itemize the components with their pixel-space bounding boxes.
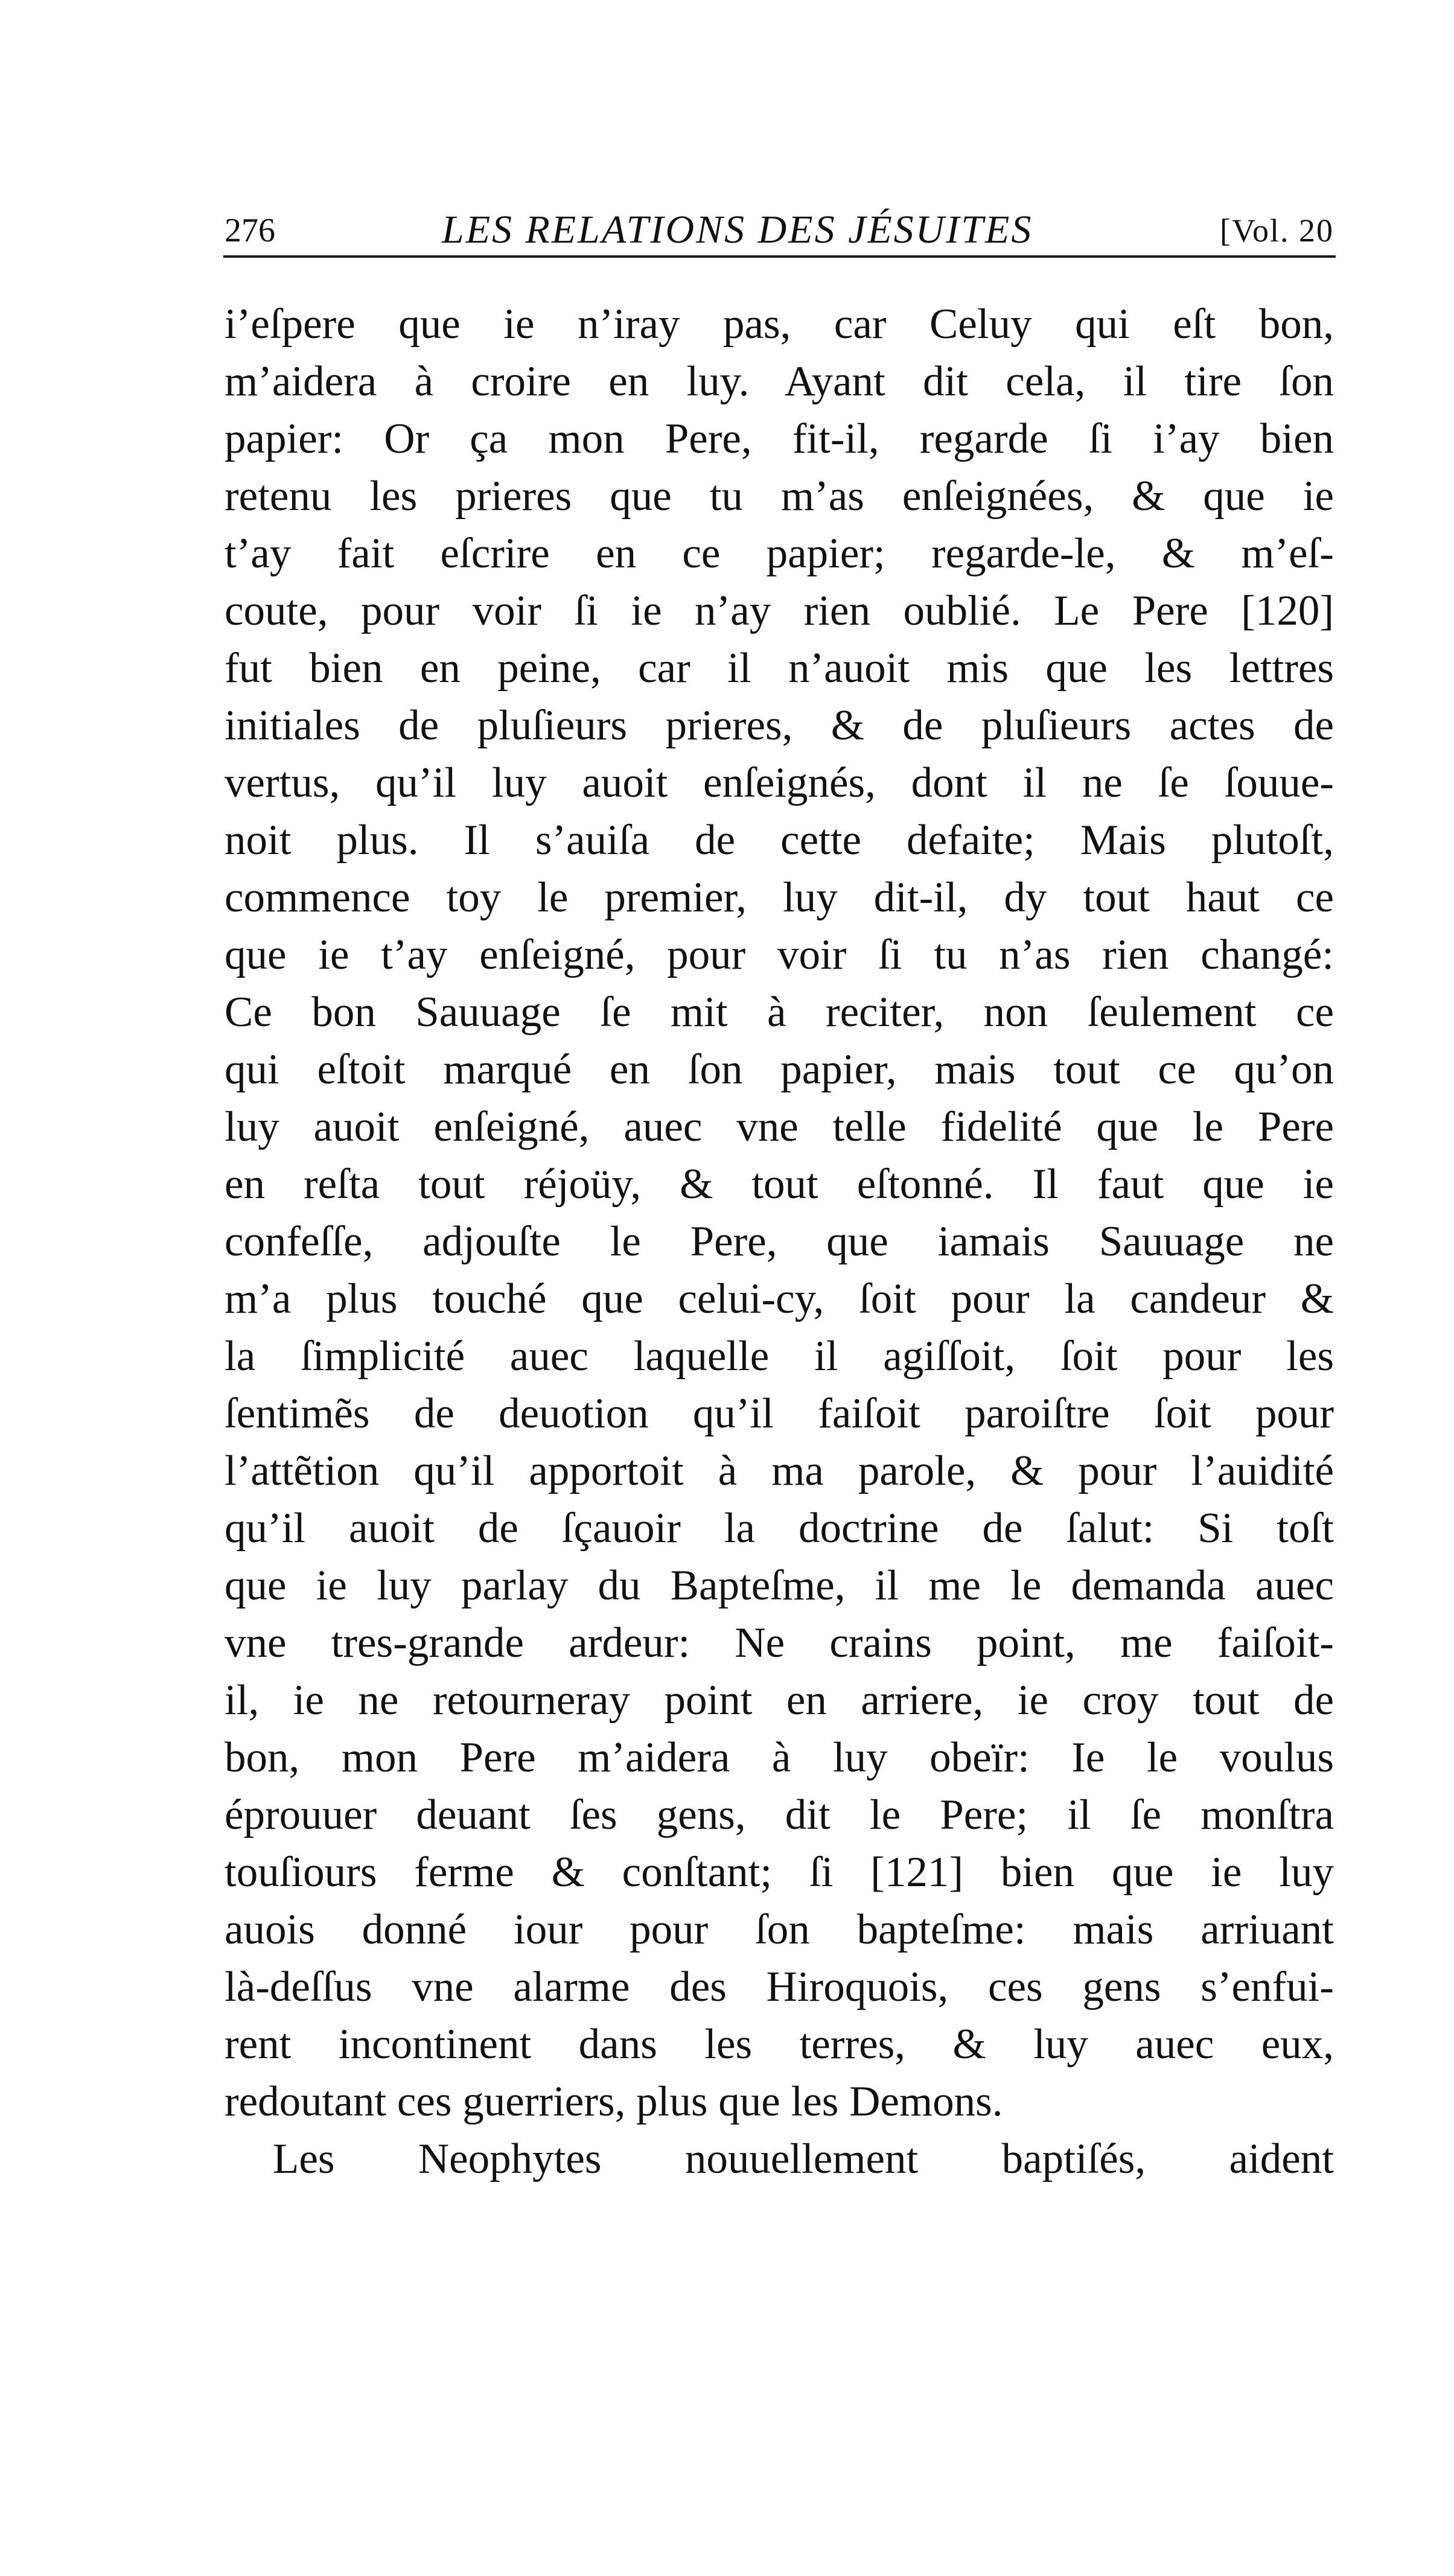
text-line: m’a plus touché que celui-cy, ſoit pour la candeur &	[225, 1275, 1334, 1322]
text-line: touſiours ferme & conſtant; ſi [121] bien que ie luy	[225, 1849, 1334, 1896]
text-line: i’eſpere que ie n’iray pas, car Celuy qui eſt bon,	[225, 301, 1334, 348]
text-line: rent incontinent dans les terres, & luy auec eux,	[225, 2021, 1334, 2068]
text-line: initiales de pluſieurs prieres, & de pluſieurs actes de	[225, 702, 1334, 749]
body-text	[225, 296, 1334, 2188]
text-line: t’ay fait eſcrire en ce papier; regarde-le, & m’eſ-	[225, 530, 1334, 577]
page-number: 276	[225, 212, 275, 249]
text-line: m’aidera à croire en luy. Ayant dit cela, il tire ſon	[225, 358, 1334, 405]
text-line: coute, pour voir ſi ie n’ay rien oublié. Le Pere [120]	[225, 587, 1334, 634]
text-line: là-deſſus vne alarme des Hiroquois, ces gens s’enfui-	[225, 1963, 1334, 2010]
running-head	[225, 199, 1334, 253]
text-line: éprouuer deuant ſes gens, dit le Pere; il ſe monſtra	[225, 1791, 1334, 1838]
running-title: LES RELATIONS DES JÉSUITES	[442, 208, 1033, 252]
text-line: ſentimẽs de deuotion qu’il faiſoit paroiſtre ſoit pour	[225, 1390, 1334, 1437]
volume-label: [Vol. 20	[1219, 212, 1334, 249]
text-line: retenu les prieres que tu m’as enſeignées, & que ie	[225, 473, 1334, 520]
text-line: que ie luy parlay du Bapteſme, il me le demanda auec	[225, 1562, 1334, 1609]
text-line: luy auoit enſeigné, auec vne telle fidelité que le Pere	[225, 1103, 1334, 1150]
text-line: vne tres-grande ardeur: Ne crains point, me faiſoit-	[225, 1619, 1334, 1666]
text-line: auois donné iour pour ſon bapteſme: mais arriuant	[225, 1906, 1334, 1953]
text-line: fut bien en peine, car il n’auoit mis que les lettres	[225, 645, 1334, 692]
text-line: confeſſe, adjouſte le Pere, que iamais Sauuage ne	[225, 1218, 1334, 1265]
text-line: bon, mon Pere m’aidera à luy obeïr: Ie le voulus	[225, 1734, 1334, 1781]
paragraph-end-line: redoutant ces guerriers, plus que les Demons.	[225, 2078, 1003, 2125]
text-line: qu’il auoit de ſçauoir la doctrine de ſalut: Si toſt	[225, 1505, 1334, 1552]
paragraph-start-line: Les Neophytes nouuellement baptiſés, aident	[273, 2135, 1334, 2182]
text-line: que ie t’ay enſeigné, pour voir ſi tu n’as rien changé:	[225, 931, 1334, 978]
text-line: il, ie ne retourneray point en arriere, ie croy tout de	[225, 1677, 1334, 1724]
text-line: vertus, qu’il luy auoit enſeignés, dont il ne ſe ſouue-	[225, 759, 1334, 806]
text-line: commence toy le premier, luy dit-il, dy tout haut ce	[225, 874, 1334, 921]
text-line: papier: Or ça mon Pere, fit-il, regarde ſi i’ay bien	[225, 415, 1334, 462]
text-line: Ce bon Sauuage ſe mit à reciter, non ſeulement ce	[225, 989, 1334, 1036]
text-line: la ſimplicité auec laquelle il agiſſoit, ſoit pour les	[225, 1333, 1334, 1380]
text-line: en reſta tout réjoüy, & tout eſtonné. Il faut que ie	[225, 1161, 1334, 1208]
text-line: qui eſtoit marqué en ſon papier, mais tout ce qu’on	[225, 1046, 1334, 1093]
text-line: noit plus. Il s’auiſa de cette defaite; Mais plutoſt,	[225, 817, 1334, 864]
text-line: l’attẽtion qu’il apportoit à ma parole, & pour l’auidité	[225, 1447, 1334, 1494]
header-rule	[223, 255, 1336, 258]
